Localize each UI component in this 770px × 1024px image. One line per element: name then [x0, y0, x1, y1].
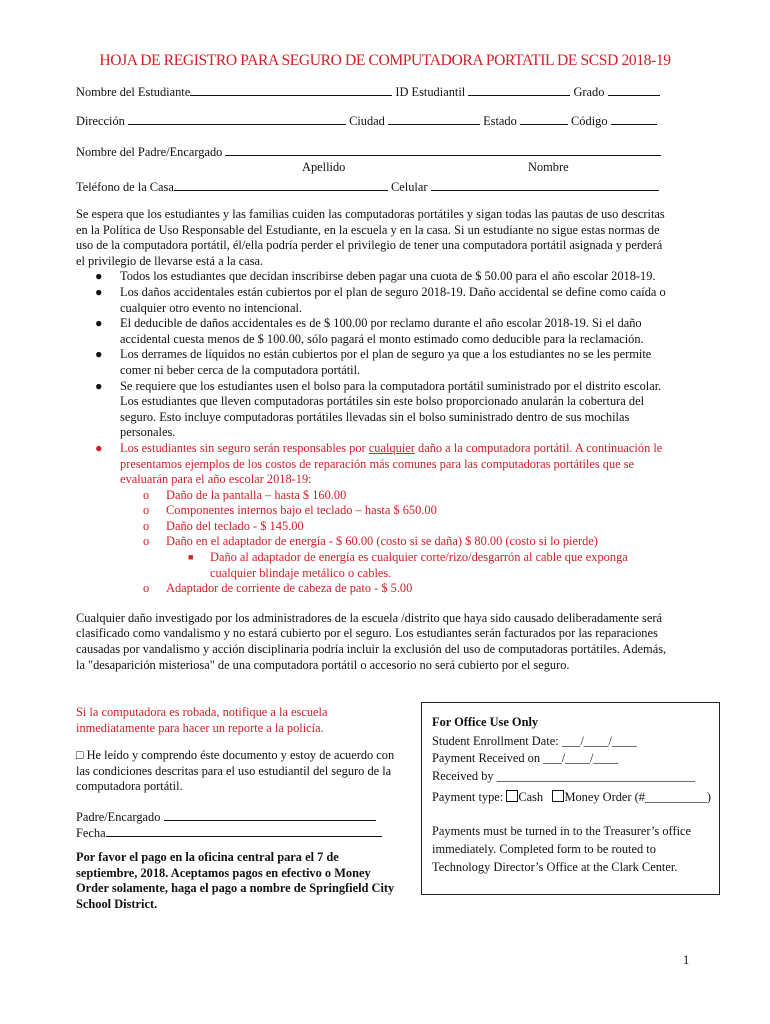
- enrollment-date: Student Enrollment Date: ___/____/____: [432, 733, 637, 748]
- repair-cost-item: o Daño del teclado - $ 145.00: [143, 518, 304, 533]
- date-field[interactable]: [106, 824, 382, 837]
- list-item: ● Los daños accidentales están cubiertos por el plan de seguro 2018-19. Daño accidental se define como caída o cualquier otro evento no intencional.: [95, 284, 666, 315]
- bullet-icon: ●: [95, 378, 103, 393]
- student-id-label: ID Estudiantil: [395, 85, 466, 99]
- cash-label: Cash: [518, 790, 544, 805]
- list-item: ● Los derrames de líquidos no están cubiertos por el plan de seguro ya que a los estudiantes no se les permite comer ni beber cerca de la computadora portátil.: [95, 347, 652, 377]
- agreement-statement: [76, 748, 406, 795]
- student-id-field[interactable]: [468, 83, 570, 96]
- repair-costs-list: [76, 488, 672, 597]
- date-label: Fecha: [76, 826, 106, 840]
- adapter-note-item: ■ Daño al adaptador de energía es cualquier corte/rizo/desgarrón al cable que exponga cualquier blindaje metálico o cables.: [188, 550, 628, 580]
- cash-checkbox[interactable]: [506, 790, 518, 802]
- money-order-label: Money Order (#__________): [564, 790, 712, 805]
- state-label: Estado: [483, 114, 517, 128]
- cell-field[interactable]: [431, 178, 659, 191]
- circle-bullet-icon: o: [143, 503, 150, 518]
- payment-note: Por favor el pago en la oficina central para el 7 de septiembre, 2018. Aceptamos pagos en efectivo o Money Order solamente, haga el pago a nombre de Springfield City School District.: [76, 850, 395, 911]
- grade-field[interactable]: [608, 83, 660, 96]
- emphasis-word: cualquier: [368, 440, 415, 455]
- guardian-row: [76, 143, 668, 161]
- address-row: [76, 112, 668, 130]
- page-number: 1: [683, 953, 690, 967]
- agree-text: He leído y comprendo éste documento y estoy de acuerdo con las condiciones descritas para el uso estudiantil del seguro de la computadora portátil.: [76, 748, 395, 794]
- city-label: Ciudad: [349, 114, 385, 128]
- student-row: [76, 83, 668, 101]
- circle-bullet-icon: o: [143, 581, 150, 596]
- list-item: ● El deducible de daños accidentales es de $ 100.00 por reclamo durante el año escolar 2018-19. Si el daño accidental cuesta menos de $ 100.00, sólo pagará el monto estimado como deducible para la reclamación.: [95, 316, 644, 346]
- payment-received: Payment Received on ___/____/____: [432, 751, 619, 766]
- circle-bullet-icon: o: [143, 518, 150, 533]
- list-item: ● Todos los estudiantes que decidan inscribirse deben pagar una cuota de $ 50.00 para el año escolar 2018-19.: [95, 269, 656, 284]
- address-field[interactable]: [128, 112, 346, 125]
- home-phone-field[interactable]: [174, 178, 388, 191]
- first-name-caption: Nombre: [528, 160, 569, 174]
- guardian-label: Nombre del Padre/Encargado: [76, 145, 223, 159]
- office-use-box: [421, 702, 720, 895]
- page-title: HOJA DE REGISTRO PARA SEGURO DE COMPUTADORA PORTATIL DE SCSD 2018-19: [99, 52, 671, 69]
- vandalism-paragraph: Cualquier daño investigado por los administradores de la escuela /distrito que haya sido causado deliberadamente será clasificado como vandalismo y no estará cubierto por el seguro. Los estudiantes serán facturados por las reparaciones causadas por vandalismo y acción disciplinaria podría incluir la exclusión del uso de computadoras portátiles. Además, la "desaparición misteriosa" de una computadora portátil o accesorio no será cubierto por el seguro.: [76, 610, 667, 672]
- uninsured-list-item: ● Los estudiantes sin seguro serán responsables por cualquier daño a la computadora portátil. A continuación le presentamos ejemplos de los costos de reparación más comunes para las computadoras portátiles que se evaluarán para el año escolar 2018-19: o Daño de la pantalla – hasta $ 160.00 o Componentes internos bajo el teclado – hasta $ 650.00 o Daño del teclado - $ 145.00 o Daño en el adaptador de energía - $ 60.00 (costo si se daña) $ 80.00 (costo si lo pierde) ■ Daño al adaptador de energía es cualquier corte/rizo/desgarrón al cable que exponga cualquier blindaje metálico o cables. o Adaptador de corriente de cabeza de pato - $ 5.00: [76, 441, 672, 597]
- date-row: [76, 824, 396, 842]
- bullet-icon: ●: [95, 347, 103, 362]
- repair-cost-item: o Daño en el adaptador de energía - $ 60.00 (costo si se daña) $ 80.00 (costo si lo pierde) ■ Daño al adaptador de energía es cualquier corte/rizo/desgarrón al cable que exponga cualquier blindaje metálico o cables.: [76, 534, 672, 581]
- student-name-label: Nombre del Estudiante: [76, 85, 191, 99]
- guardian-field[interactable]: [225, 143, 661, 156]
- square-bullet-icon: ■: [188, 552, 194, 563]
- office-heading: For Office Use Only: [432, 715, 539, 729]
- list-item: ● Se requiere que los estudiantes usen el bolso para la computadora portátil suministrado por el distrito escolar. Los estudiantes que lleven computadoras portátiles sin este bolso proporcionado anularán la cobertura del seguro. Esto incluye computadoras portátiles llevadas sin el bolso suministrado dentro de sus mochilas personales.: [95, 378, 662, 440]
- repair-cost-item: o Componentes internos bajo el teclado – hasta $ 650.00: [143, 503, 437, 518]
- bullet-icon: ●: [95, 269, 103, 284]
- grade-label: Grado: [573, 85, 605, 99]
- address-label: Dirección: [76, 114, 125, 128]
- policy-section: [76, 207, 672, 673]
- phone-row: [76, 178, 668, 196]
- signature-field[interactable]: [164, 808, 376, 821]
- signature-label: Padre/Encargado: [76, 810, 161, 824]
- bullet-icon: ●: [95, 284, 103, 299]
- cell-label: Celular: [390, 180, 428, 194]
- office-instructions: Payments must be turned in to the Treasurer’s office immediately. Completed form to be routed to Technology Director’s Office at the Clark Center.: [432, 823, 692, 874]
- payment-type-row: [432, 790, 712, 806]
- city-field[interactable]: [388, 112, 480, 125]
- student-name-field[interactable]: [190, 83, 392, 96]
- repair-cost-item: o Adaptador de corriente de cabeza de pato - $ 5.00: [143, 581, 413, 596]
- stolen-notice: Si la computadora es robada, notifique a la escuela inmediatamente para hacer un reporte a la policía.: [76, 705, 328, 735]
- bullet-icon: ●: [95, 316, 103, 331]
- state-field[interactable]: [520, 112, 568, 125]
- adapter-note-list: [76, 550, 672, 581]
- payment-type-label: Payment type:: [432, 790, 504, 805]
- zip-field[interactable]: [611, 112, 657, 125]
- last-name-caption: Apellido: [302, 160, 346, 174]
- repair-cost-item: o Daño de la pantalla – hasta $ 160.00: [143, 487, 347, 502]
- circle-bullet-icon: o: [143, 487, 150, 502]
- signature-row: [76, 808, 396, 826]
- home-phone-label: Teléfono de la Casa: [76, 180, 174, 194]
- agree-checkbox[interactable]: □: [76, 748, 84, 762]
- money-order-checkbox[interactable]: [552, 790, 564, 802]
- circle-bullet-icon: o: [143, 534, 150, 549]
- bullet-icon: ●: [95, 440, 103, 455]
- policy-list: [76, 269, 672, 596]
- received-by: Received by ________________________________: [432, 768, 695, 783]
- intro-paragraph: Se espera que los estudiantes y las familias cuiden las computadoras portátiles y sigan todas las pautas de uso descritas en la Política de Uso Responsable del Estudiante, en la escuela y en la casa. Si un estudiante no sigue estas normas de uso de la computadora portátil, él/ella podría perder el privilegio de tener una computadora portátil asignada y perderá el privilegio de llevarse está a la casa.: [76, 207, 665, 268]
- zip-label: Código: [571, 114, 608, 128]
